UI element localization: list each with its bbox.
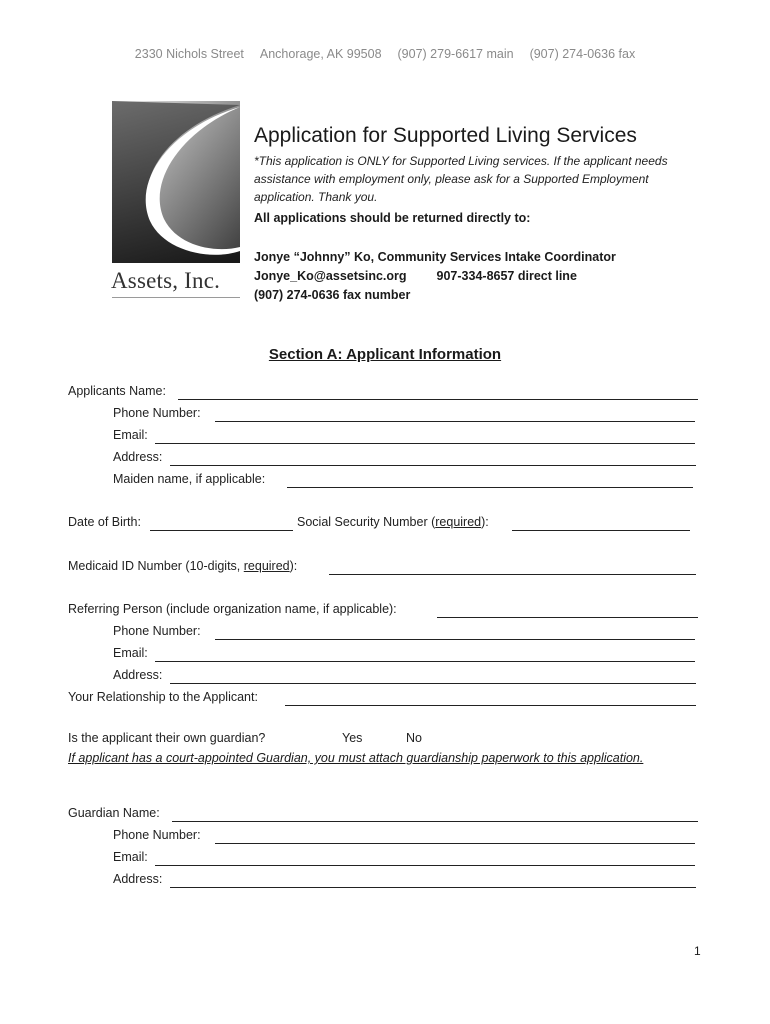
referring-address-field[interactable] xyxy=(170,683,696,684)
dob-label: Date of Birth: xyxy=(68,515,141,529)
relationship-label: Your Relationship to the Applicant: xyxy=(68,690,258,704)
letterhead-address xyxy=(0,47,770,61)
referring-phone-label: Phone Number: xyxy=(113,624,201,638)
medicaid-row xyxy=(0,559,770,577)
relationship-row xyxy=(0,690,770,708)
guardian-email-row xyxy=(0,850,770,868)
applicant-name-row xyxy=(0,384,770,402)
maiden-name-row xyxy=(0,472,770,490)
applicant-phone-field[interactable] xyxy=(215,421,695,422)
return-instructions: All applications should be returned directly to: xyxy=(254,211,531,225)
contact-email-line xyxy=(254,269,577,283)
applicant-phone-label: Phone Number: xyxy=(113,406,201,420)
medicaid-field[interactable] xyxy=(329,574,696,575)
contact-name: Jonye “Johnny” Ko, Community Services Intake Coordinator xyxy=(254,250,616,264)
referring-address-row xyxy=(0,668,770,686)
applicant-address-field[interactable] xyxy=(170,465,696,466)
dob-ssn-row xyxy=(0,515,770,533)
applicant-address-label: Address: xyxy=(113,450,163,464)
medicaid-label: Medicaid ID Number (10-digits, required): xyxy=(68,559,298,573)
maiden-name-label: Maiden name, if applicable: xyxy=(113,472,266,486)
guardian-address-label: Address: xyxy=(113,872,163,886)
referring-field[interactable] xyxy=(437,617,698,618)
logo-underline xyxy=(112,297,240,298)
guardian-name-field[interactable] xyxy=(172,821,698,822)
referring-phone-row xyxy=(0,624,770,642)
guardian-phone-field[interactable] xyxy=(215,843,695,844)
contact-email[interactable]: Jonye_Ko@assetsinc.org xyxy=(254,269,407,283)
guardian-email-label: Email: xyxy=(113,850,148,864)
guardian-email-field[interactable] xyxy=(155,865,695,866)
guardian-yes-option[interactable]: Yes xyxy=(342,731,363,745)
guardian-question-row xyxy=(0,731,770,749)
ssn-label: Social Security Number (required): xyxy=(297,515,489,529)
section-a-title: Section A: Applicant Information xyxy=(268,346,502,363)
relationship-field[interactable] xyxy=(285,705,696,706)
city: Anchorage, AK 99508 xyxy=(259,47,382,61)
contact-phone: 907-334-8657 direct line xyxy=(436,269,577,283)
applicant-email-label: Email: xyxy=(113,428,148,442)
ssn-field[interactable] xyxy=(512,530,690,531)
referring-email-label: Email: xyxy=(113,646,148,660)
guardian-name-row xyxy=(0,806,770,824)
applicant-name-label: Applicants Name: xyxy=(68,384,166,398)
fax-phone: (907) 274-0636 fax xyxy=(529,47,636,61)
guardian-address-row xyxy=(0,872,770,890)
guardian-no-option[interactable]: No xyxy=(406,731,422,745)
guardian-question: Is the applicant their own guardian? xyxy=(68,731,266,745)
referring-label: Referring Person (include organization name, if applicable): xyxy=(68,602,397,616)
street: 2330 Nichols Street xyxy=(134,47,244,61)
guardian-phone-label: Phone Number: xyxy=(113,828,201,842)
referring-address-label: Address: xyxy=(113,668,163,682)
eligibility-note: *This application is ONLY for Supported Living services. If the applicant needs assistance with employment only, please ask for a Supported Employment application. Thank you. xyxy=(254,154,668,204)
logo-wordmark: Assets, Inc. xyxy=(111,268,221,293)
page-title: Application for Supported Living Services xyxy=(254,124,637,147)
referring-phone-field[interactable] xyxy=(215,639,695,640)
referring-row xyxy=(0,602,770,620)
applicant-email-field[interactable] xyxy=(155,443,695,444)
guardian-phone-row xyxy=(0,828,770,846)
applicant-name-field[interactable] xyxy=(178,399,698,400)
maiden-name-field[interactable] xyxy=(287,487,693,488)
guardian-address-field[interactable] xyxy=(170,887,696,888)
guardian-name-label: Guardian Name: xyxy=(68,806,160,820)
applicant-email-row xyxy=(0,428,770,446)
page-number: 1 xyxy=(694,944,701,958)
main-phone: (907) 279-6617 main xyxy=(397,47,514,61)
contact-fax: (907) 274-0636 fax number xyxy=(254,288,411,302)
referring-email-field[interactable] xyxy=(155,661,695,662)
dob-field[interactable] xyxy=(150,530,293,531)
referring-email-row xyxy=(0,646,770,664)
applicant-phone-row xyxy=(0,406,770,424)
applicant-address-row xyxy=(0,450,770,468)
guardian-paperwork-note: If applicant has a court-appointed Guardian, you must attach guardianship paperwork to this application. xyxy=(68,751,644,765)
